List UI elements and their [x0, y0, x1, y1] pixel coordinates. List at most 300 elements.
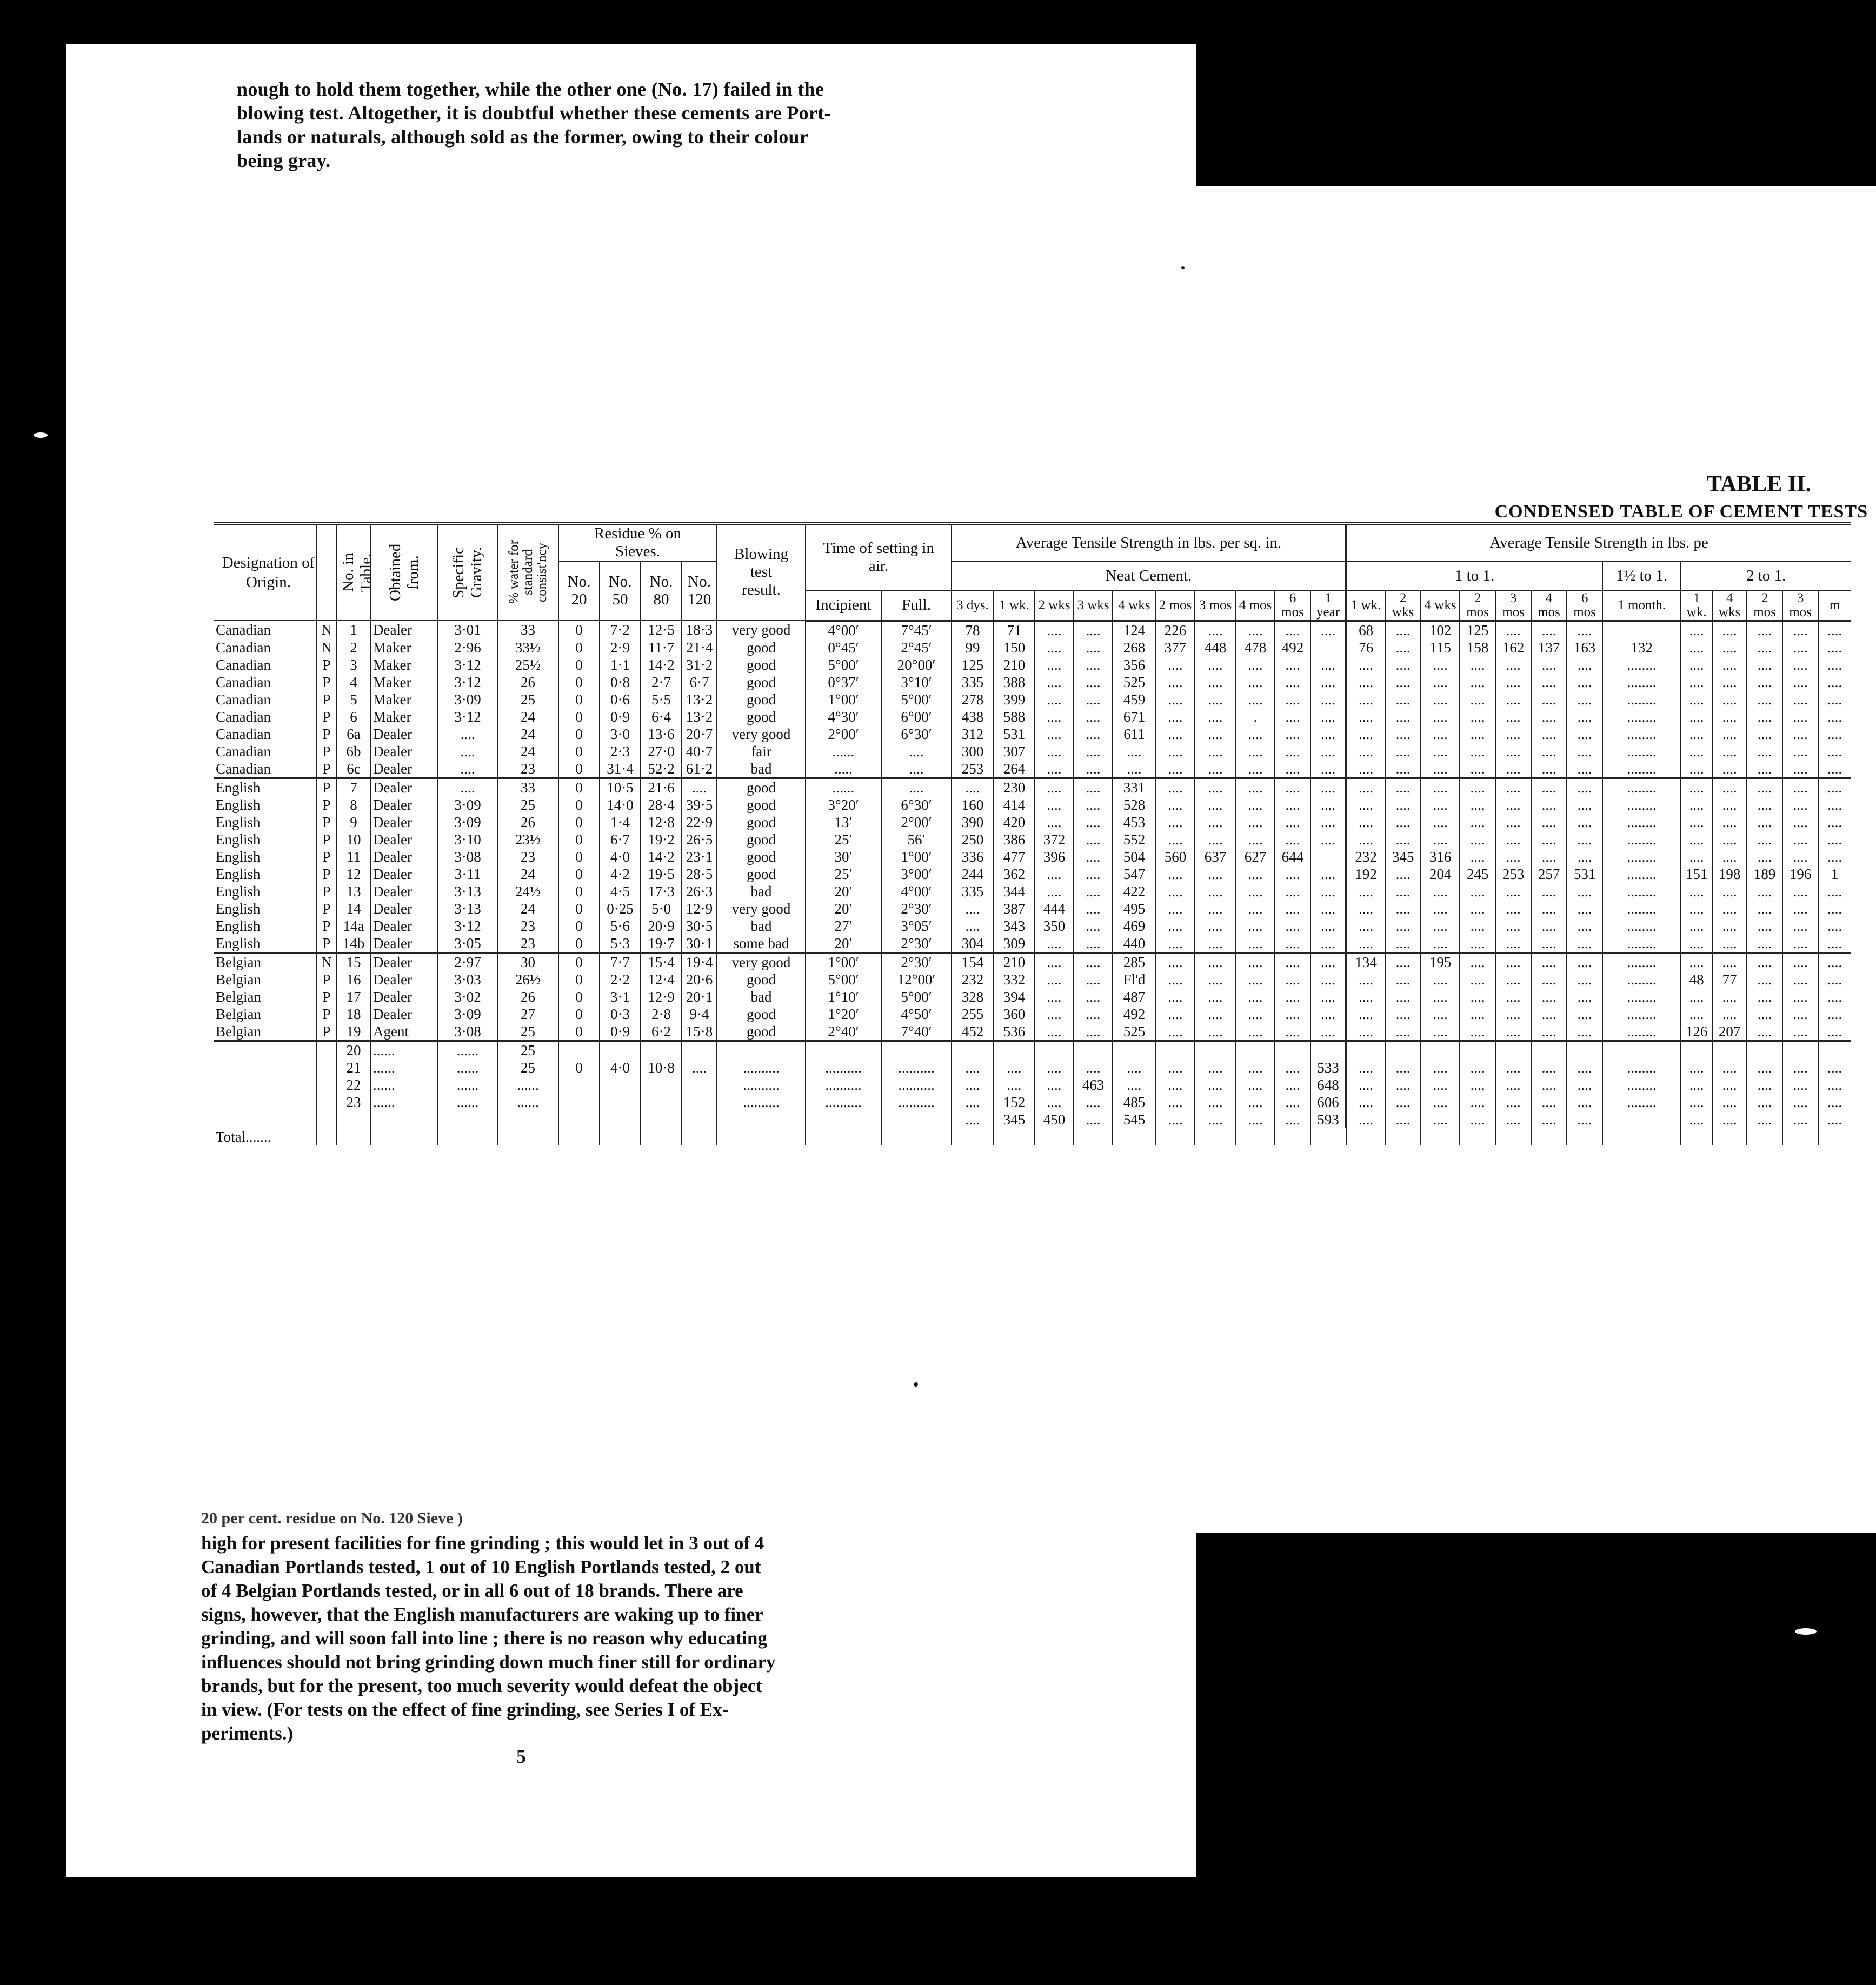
- cell-water: 23: [497, 848, 558, 865]
- cell-water: 24: [497, 725, 558, 743]
- cell-neat: ....: [1035, 760, 1074, 778]
- cell-one-to-one: ....: [1495, 691, 1531, 708]
- cell-one-to-one: ....: [1460, 691, 1495, 708]
- cell-obtained: ......: [370, 1059, 438, 1076]
- cell-incipient: 20′: [806, 883, 881, 900]
- cell-number: 23: [337, 1094, 370, 1111]
- cell-neat: ....: [1074, 778, 1113, 796]
- table-row: [214, 1041, 1851, 1059]
- cell-origin: English: [216, 865, 261, 882]
- cell-neat: ....: [1310, 708, 1346, 725]
- cell-sieve-20: 0: [558, 883, 600, 900]
- cell-sieve-120: 12·9: [682, 900, 717, 917]
- cell-neat: 152: [994, 1094, 1035, 1111]
- cell-two-to-one: ....: [1747, 883, 1782, 900]
- cell-one-to-one: ....: [1460, 1023, 1495, 1041]
- cell-one-to-one: ....: [1385, 917, 1421, 935]
- table-row: [214, 656, 1851, 674]
- cell-gravity: ....: [438, 725, 497, 743]
- cell-full: ..........: [881, 1059, 952, 1076]
- cell-neat: ....: [1156, 1111, 1195, 1128]
- cell-water: 24½: [497, 883, 558, 900]
- cell-one-to-one: ....: [1346, 1094, 1385, 1111]
- total-cell: [952, 1128, 994, 1145]
- cell-one-to-one: 163: [1567, 639, 1602, 656]
- cell-sieve-120: 23·1: [682, 848, 717, 865]
- cell-one-to-one: [1460, 1041, 1495, 1059]
- cell-water: 24: [497, 865, 558, 883]
- cell-neat: ....: [1236, 796, 1275, 814]
- cell-neat: ....: [1236, 883, 1275, 900]
- cell-one-to-one: ....: [1495, 760, 1531, 778]
- table-group: [214, 621, 1851, 778]
- cell-sieve-120: 39·5: [682, 796, 717, 814]
- cell-number: 7: [337, 778, 370, 796]
- cell-one-half: ........: [1602, 1094, 1681, 1111]
- cell-gravity: ....: [438, 743, 497, 760]
- header-one-to-one-period: 1 wk.: [1346, 591, 1385, 621]
- cell-neat: 440: [1113, 935, 1156, 953]
- cell-sieve-120: 20·1: [682, 988, 717, 1005]
- cell-neat: ....: [1035, 621, 1074, 639]
- cell-neat: ....: [1310, 725, 1346, 743]
- cell-one-to-one: ....: [1495, 848, 1531, 865]
- cell-number: 17: [337, 988, 370, 1005]
- cell-number: 8: [337, 796, 370, 814]
- cell-sieve-80: [641, 1076, 682, 1094]
- header-residue: Residue % on Sieves.: [558, 523, 717, 561]
- cell-water: 23: [497, 917, 558, 935]
- cell-water: 30: [497, 952, 558, 971]
- cell-neat: ....: [1275, 1023, 1310, 1041]
- cell-neat: 386: [994, 831, 1035, 848]
- cell-neat: 328: [952, 988, 994, 1005]
- cell-sieve-20: 0: [558, 952, 600, 971]
- cell-one-half: [1602, 1111, 1681, 1128]
- cell-neat: 644: [1275, 848, 1310, 865]
- cell-number: 6a: [337, 725, 370, 743]
- cell-one-half: ........: [1602, 988, 1681, 1005]
- cell-one-to-one: ....: [1460, 848, 1495, 865]
- cell-water: 25: [497, 691, 558, 708]
- cell-one-to-one: 102: [1421, 621, 1460, 639]
- cell-neat: 332: [994, 971, 1035, 988]
- cell-two-to-one: ....: [1818, 621, 1851, 639]
- cell-one-to-one: ....: [1421, 1111, 1460, 1128]
- cell-gravity: 3·12: [438, 656, 497, 674]
- cell-one-to-one: ....: [1385, 971, 1421, 988]
- cell-two-to-one: ....: [1747, 674, 1782, 691]
- cell-one-to-one: ....: [1460, 1111, 1495, 1128]
- cell-incipient: 25′: [806, 865, 881, 883]
- cell-one-to-one: 125: [1460, 621, 1495, 639]
- cell-number: 11: [337, 848, 370, 865]
- cell-two-to-one: ....: [1818, 1094, 1851, 1111]
- cell-one-to-one: ....: [1567, 814, 1602, 831]
- cell-gravity: 3·09: [438, 796, 497, 814]
- cell-number: 22: [337, 1076, 370, 1094]
- cell-full: 2°45′: [881, 639, 952, 656]
- cell-origin: [214, 1076, 316, 1094]
- cell-neat: ....: [952, 917, 994, 935]
- cell-obtained: Dealer: [370, 621, 438, 639]
- cell-one-half: ........: [1602, 691, 1681, 708]
- cell-neat: 230: [994, 778, 1035, 796]
- cell-two-to-one: ....: [1712, 691, 1747, 708]
- cell-sieve-20: 0: [558, 656, 600, 674]
- cell-one-to-one: ....: [1460, 725, 1495, 743]
- header-neat-period: 4 wks: [1113, 591, 1156, 621]
- cell-neat: ....: [1074, 1059, 1113, 1076]
- cell-full: 7°40′: [881, 1023, 952, 1041]
- cell-sieve-120: 22·9: [682, 814, 717, 831]
- cell-sieve-80: 12·4: [641, 971, 682, 988]
- cell-one-half: [1602, 621, 1681, 639]
- cell-sieve-120: 26·3: [682, 883, 717, 900]
- cell-neat: 390: [952, 814, 994, 831]
- cell-neat: ....: [1310, 988, 1346, 1005]
- cell-sieve-20: [558, 1111, 600, 1128]
- cell-two-to-one: ....: [1681, 1076, 1712, 1094]
- cell-neat: 547: [1113, 865, 1156, 883]
- cell-neat: 387: [994, 900, 1035, 917]
- cell-obtained: Dealer: [370, 935, 438, 953]
- cell-type: [316, 1059, 337, 1076]
- cell-neat: ....: [1156, 1094, 1195, 1111]
- cell-obtained: Dealer: [370, 814, 438, 831]
- cell-water: 26: [497, 988, 558, 1005]
- cell-neat: 253: [952, 760, 994, 778]
- cell-neat: ....: [1074, 639, 1113, 656]
- cell-one-to-one: ....: [1495, 708, 1531, 725]
- cell-sieve-120: 18·3: [682, 621, 717, 639]
- cell-neat: ....: [1113, 1076, 1156, 1094]
- cell-neat: ....: [1310, 935, 1346, 953]
- cell-neat: ....: [1035, 814, 1074, 831]
- cell-neat: ....: [1195, 917, 1236, 935]
- cell-incipient: 3°20′: [806, 796, 881, 814]
- cell-neat: ....: [1035, 796, 1074, 814]
- cell-neat: 452: [952, 1023, 994, 1041]
- cell-neat: [952, 1041, 994, 1059]
- cell-two-to-one: ....: [1681, 760, 1712, 778]
- cell-neat: 525: [1113, 1023, 1156, 1041]
- cell-water: 23: [497, 935, 558, 953]
- cell-sieve-20: [558, 1041, 600, 1059]
- cell-incipient: ..........: [806, 1059, 881, 1076]
- cell-one-to-one: ....: [1495, 1023, 1531, 1041]
- cell-neat: 420: [994, 814, 1035, 831]
- cell-obtained: Dealer: [370, 743, 438, 760]
- cell-two-to-one: ....: [1681, 708, 1712, 725]
- header-tensile-left: Average Tensile Strength in lbs. per sq. in.: [952, 523, 1346, 561]
- cell-neat: ....: [1195, 865, 1236, 883]
- cell-origin: English: [216, 883, 261, 900]
- cell-two-to-one: ....: [1712, 1005, 1747, 1023]
- cell-two-to-one: ....: [1818, 952, 1851, 971]
- cell-incipient: .....: [806, 760, 881, 778]
- cell-one-half: ........: [1602, 796, 1681, 814]
- cell-water: 25: [497, 1059, 558, 1076]
- cell-two-to-one: ....: [1712, 639, 1747, 656]
- cell-number: 4: [337, 674, 370, 691]
- cell-neat: ....: [1156, 988, 1195, 1005]
- cell-neat: ....: [1195, 778, 1236, 796]
- cell-neat: ....: [1275, 1094, 1310, 1111]
- table-row: [214, 988, 1851, 1005]
- prose-line: brands, but for the present, too much severity would defeat the object: [201, 1675, 762, 1696]
- cell-two-to-one: ....: [1681, 691, 1712, 708]
- cell-sieve-20: 0: [558, 917, 600, 935]
- header-neat-period: 3 mos: [1195, 591, 1236, 621]
- scan-speck: [1795, 1628, 1817, 1635]
- cell-number: 6c: [337, 760, 370, 778]
- cell-neat: ....: [1310, 691, 1346, 708]
- cell-obtained: Maker: [370, 691, 438, 708]
- cell-neat: ....: [1035, 639, 1074, 656]
- cell-neat: ....: [1074, 1111, 1113, 1128]
- cell-full: 1°00′: [881, 848, 952, 865]
- table-row: [214, 708, 1851, 725]
- cell-two-to-one: 207: [1712, 1023, 1747, 1041]
- cell-type: [316, 1111, 337, 1128]
- cell-sieve-80: 14·2: [641, 848, 682, 865]
- cell-two-to-one: ....: [1747, 1023, 1782, 1041]
- cell-origin: Canadian: [216, 656, 271, 673]
- cell-neat: ....: [1310, 900, 1346, 917]
- cell-two-to-one: ....: [1782, 725, 1818, 743]
- cell-one-to-one: ....: [1567, 971, 1602, 988]
- cell-neat: ....: [1236, 691, 1275, 708]
- total-cell: [1421, 1128, 1460, 1145]
- cell-incipient: 4°30′: [806, 708, 881, 725]
- table-row: [214, 1005, 1851, 1023]
- cell-sieve-80: [641, 1111, 682, 1128]
- cell-number: 14b: [337, 935, 370, 953]
- cell-one-half: ........: [1602, 708, 1681, 725]
- cell-one-to-one: ....: [1460, 971, 1495, 988]
- cell-water: 33: [497, 621, 558, 639]
- cell-neat: ....: [1074, 760, 1113, 778]
- total-label: Total.......: [216, 1128, 271, 1145]
- total-cell: [337, 1128, 370, 1145]
- table-row: [214, 1059, 1851, 1076]
- cell-neat: ....: [1236, 1005, 1275, 1023]
- cell-two-to-one: ....: [1681, 917, 1712, 935]
- cell-two-to-one: 196: [1782, 865, 1818, 883]
- cell-two-to-one: ....: [1818, 831, 1851, 848]
- prose-bottom: [201, 1507, 817, 1746]
- header-two-to-one-period: m: [1818, 591, 1851, 621]
- cell-two-to-one: ....: [1681, 988, 1712, 1005]
- cell-neat: ....: [1156, 865, 1195, 883]
- cell-full: 2°30′: [881, 900, 952, 917]
- cell-two-to-one: ....: [1782, 1023, 1818, 1041]
- cell-gravity: 3·09: [438, 691, 497, 708]
- cell-neat: ....: [1195, 1094, 1236, 1111]
- cell-neat: ....: [1156, 971, 1195, 988]
- cell-neat: ....: [1156, 935, 1195, 953]
- cell-neat: [1074, 1041, 1113, 1059]
- header-neat-cement: Neat Cement.: [952, 561, 1346, 591]
- cell-one-to-one: ....: [1385, 725, 1421, 743]
- cell-one-to-one: ....: [1531, 883, 1567, 900]
- cell-one-to-one: ....: [1531, 900, 1567, 917]
- cell-blowing: bad: [717, 883, 806, 900]
- cell-water: 33: [497, 778, 558, 796]
- cell-one-to-one: ....: [1346, 1076, 1385, 1094]
- cell-neat: 414: [994, 796, 1035, 814]
- cell-neat: ....: [1074, 621, 1113, 639]
- cell-neat: 268: [1113, 639, 1156, 656]
- cell-two-to-one: ....: [1818, 760, 1851, 778]
- cell-neat: ....: [1236, 1111, 1275, 1128]
- cell-one-half: ........: [1602, 674, 1681, 691]
- total-cell: [1346, 1128, 1385, 1145]
- cell-neat: ....: [952, 778, 994, 796]
- cell-gravity: 3·03: [438, 971, 497, 988]
- cell-two-to-one: ....: [1818, 935, 1851, 953]
- cell-two-to-one: ....: [1818, 1111, 1851, 1128]
- cell-sieve-80: 12·8: [641, 814, 682, 831]
- cell-one-to-one: ....: [1567, 1111, 1602, 1128]
- cell-two-to-one: ....: [1818, 674, 1851, 691]
- cell-neat: ....: [1275, 760, 1310, 778]
- cell-neat: 593: [1310, 1111, 1346, 1128]
- cell-sieve-20: 0: [558, 848, 600, 865]
- cell-one-to-one: ....: [1385, 708, 1421, 725]
- cell-sieve-80: 12·5: [641, 621, 682, 639]
- cell-one-to-one: ....: [1495, 1076, 1531, 1094]
- cell-sieve-50: 0·25: [600, 900, 641, 917]
- cell-one-to-one: ....: [1567, 900, 1602, 917]
- cell-sieve-80: 28·4: [641, 796, 682, 814]
- cell-neat: ....: [1035, 725, 1074, 743]
- cell-sieve-120: ....: [682, 778, 717, 796]
- cell-sieve-50: 2·3: [600, 743, 641, 760]
- cell-one-half: ........: [1602, 971, 1681, 988]
- cell-number: 18: [337, 1005, 370, 1023]
- cell-one-to-one: 162: [1495, 639, 1531, 656]
- cell-obtained: Dealer: [370, 971, 438, 988]
- cell-neat: ....: [1310, 674, 1346, 691]
- cell-neat: 344: [994, 883, 1035, 900]
- cell-neat: 536: [994, 1023, 1035, 1041]
- cell-neat: ....: [994, 1059, 1035, 1076]
- cell-one-to-one: ....: [1495, 883, 1531, 900]
- cell-two-to-one: ....: [1782, 900, 1818, 917]
- cell-neat: ....: [994, 1076, 1035, 1094]
- cell-one-to-one: ....: [1567, 674, 1602, 691]
- cell-two-to-one: ....: [1747, 814, 1782, 831]
- cell-sieve-120: [682, 1111, 717, 1128]
- cell-sieve-120: 40·7: [682, 743, 717, 760]
- cell-one-to-one: ....: [1460, 1005, 1495, 1023]
- cell-one-to-one: ....: [1421, 708, 1460, 725]
- cell-one-half: ........: [1602, 760, 1681, 778]
- cell-gravity: ....: [438, 760, 497, 778]
- cell-type: P: [316, 796, 337, 814]
- cell-one-to-one: ....: [1531, 1094, 1567, 1111]
- cell-one-to-one: ....: [1460, 900, 1495, 917]
- cell-neat: 469: [1113, 917, 1156, 935]
- cell-one-to-one: ....: [1567, 988, 1602, 1005]
- cell-one-half: ........: [1602, 1023, 1681, 1041]
- cell-two-to-one: ....: [1681, 1094, 1712, 1111]
- cell-one-to-one: ....: [1385, 1023, 1421, 1041]
- cell-two-to-one: ....: [1681, 1005, 1712, 1023]
- total-cell: [1035, 1128, 1074, 1145]
- cell-neat: ....: [1236, 814, 1275, 831]
- cell-neat: 552: [1113, 831, 1156, 848]
- cell-one-to-one: 68: [1346, 621, 1385, 639]
- cell-blowing: [717, 1041, 806, 1059]
- cell-sieve-50: 0·6: [600, 691, 641, 708]
- cell-sieve-80: 5·0: [641, 900, 682, 917]
- cell-two-to-one: ....: [1712, 848, 1747, 865]
- cell-blowing: good: [717, 691, 806, 708]
- cell-two-to-one: ....: [1747, 988, 1782, 1005]
- cell-origin: Canadian: [216, 743, 271, 760]
- total-cell: [1495, 1128, 1531, 1145]
- cell-number: [337, 1111, 370, 1128]
- header-type: [316, 523, 337, 621]
- cell-two-to-one: ....: [1782, 814, 1818, 831]
- total-cell: [1385, 1128, 1421, 1145]
- cell-neat: ....: [1074, 1005, 1113, 1023]
- cell-neat: ....: [1035, 1005, 1074, 1023]
- cell-one-to-one: ....: [1460, 814, 1495, 831]
- cell-neat: ....: [1275, 883, 1310, 900]
- cell-neat: 264: [994, 760, 1035, 778]
- cell-two-to-one: ....: [1712, 708, 1747, 725]
- header-one-to-one-period: 4 wks: [1421, 591, 1460, 621]
- cell-one-to-one: ....: [1531, 1023, 1567, 1041]
- cell-neat: 487: [1113, 988, 1156, 1005]
- cell-obtained: Dealer: [370, 725, 438, 743]
- table-row: [214, 814, 1851, 831]
- cell-one-to-one: ....: [1421, 1005, 1460, 1023]
- cell-type: P: [316, 883, 337, 900]
- cell-sieve-50: 4·0: [600, 1059, 641, 1076]
- cell-two-to-one: ....: [1747, 639, 1782, 656]
- cell-full: 3°00′: [881, 865, 952, 883]
- cell-two-to-one: ....: [1747, 1076, 1782, 1094]
- cell-neat: ....: [1074, 883, 1113, 900]
- cell-two-to-one: ....: [1712, 1094, 1747, 1111]
- cell-one-to-one: ....: [1421, 778, 1460, 796]
- cell-blowing: very good: [717, 621, 806, 639]
- cell-neat: ....: [1236, 760, 1275, 778]
- cell-two-to-one: ....: [1818, 883, 1851, 900]
- cell-two-to-one: ....: [1712, 883, 1747, 900]
- cell-obtained: Dealer: [370, 778, 438, 796]
- cell-neat: ....: [1074, 952, 1113, 971]
- cell-neat: ....: [1310, 743, 1346, 760]
- cell-sieve-120: 19·4: [682, 952, 717, 971]
- cell-neat: ....: [1195, 691, 1236, 708]
- cell-two-to-one: ....: [1818, 743, 1851, 760]
- cell-neat: ....: [1074, 708, 1113, 725]
- cell-one-to-one: [1495, 1041, 1531, 1059]
- cell-two-to-one: ....: [1782, 952, 1818, 971]
- cell-sieve-80: 20·9: [641, 917, 682, 935]
- cell-two-to-one: ....: [1782, 674, 1818, 691]
- cell-one-to-one: 204: [1421, 865, 1460, 883]
- cell-one-half: ........: [1602, 1076, 1681, 1094]
- cell-one-to-one: ....: [1346, 1111, 1385, 1128]
- cell-two-to-one: ....: [1681, 743, 1712, 760]
